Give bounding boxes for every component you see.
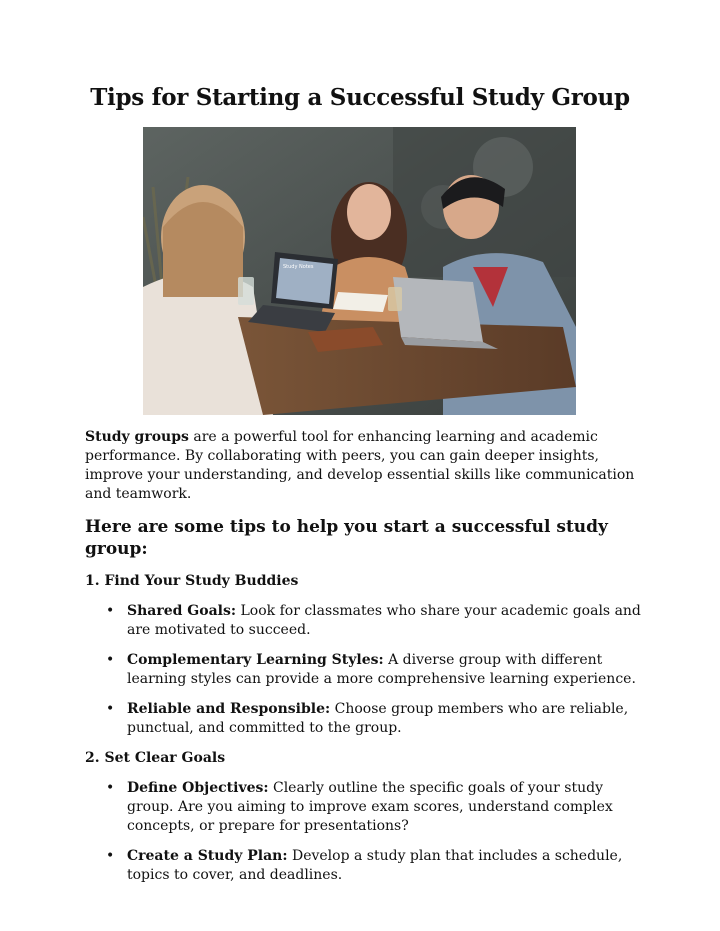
intro-lead: Study groups	[85, 429, 189, 445]
item-text: A diverse group with different learning styles can provide a more comprehensive learning experience.	[127, 652, 636, 687]
list-item	[106, 700, 645, 738]
item-text: Look for classmates who share your academic goals and are motivated to succeed.	[127, 603, 641, 638]
item-lead: Define Objectives:	[127, 780, 269, 796]
page-title: Tips for Starting a Successful Study Group	[90, 84, 630, 111]
tips-list-set-goals	[85, 779, 645, 885]
intro-text: are a powerful tool for enhancing learning and academic performance. By collaborating with peers, you can gain deeper insights, improve your understanding, and develop essential skills like communication and teamwork.	[85, 429, 635, 502]
bullet-icon: •	[106, 652, 115, 668]
tips-subheading: Here are some tips to help you start a successful study group:	[85, 517, 608, 559]
item-lead: Reliable and Responsible:	[127, 701, 331, 717]
item-lead: Complementary Learning Styles:	[127, 652, 384, 668]
list-item	[106, 602, 645, 640]
list-item	[106, 779, 645, 836]
water-glass	[238, 277, 254, 305]
bullet-icon: •	[106, 848, 115, 864]
bullet-icon: •	[106, 603, 115, 619]
laptop-right	[393, 277, 483, 342]
item-text: Clearly outline the specific goals of your study group. Are you aiming to improve exam scores, understand complex concepts, or prepare for presentations?	[127, 780, 613, 834]
hero-photo	[143, 127, 576, 415]
list-item	[106, 847, 645, 885]
item-text: Choose group members who are reliable, punctual, and committed to the group.	[127, 701, 629, 736]
bullet-icon: •	[106, 780, 115, 796]
list-item	[106, 651, 645, 689]
bullet-icon: •	[106, 701, 115, 717]
tips-list-find-buddies	[85, 602, 645, 738]
item-lead: Create a Study Plan:	[127, 848, 288, 864]
article-body	[85, 428, 645, 896]
intro-paragraph	[85, 428, 645, 504]
study-group-illustration	[143, 127, 576, 415]
item-lead: Shared Goals:	[127, 603, 237, 619]
item-text: Develop a study plan that includes a schedule, topics to cover, and deadlines.	[127, 848, 623, 883]
laptop-screen-text: Study Notes	[283, 264, 314, 270]
section-title-set-goals: 2. Set Clear Goals	[85, 750, 226, 766]
section-title-find-buddies: 1. Find Your Study Buddies	[85, 573, 299, 589]
